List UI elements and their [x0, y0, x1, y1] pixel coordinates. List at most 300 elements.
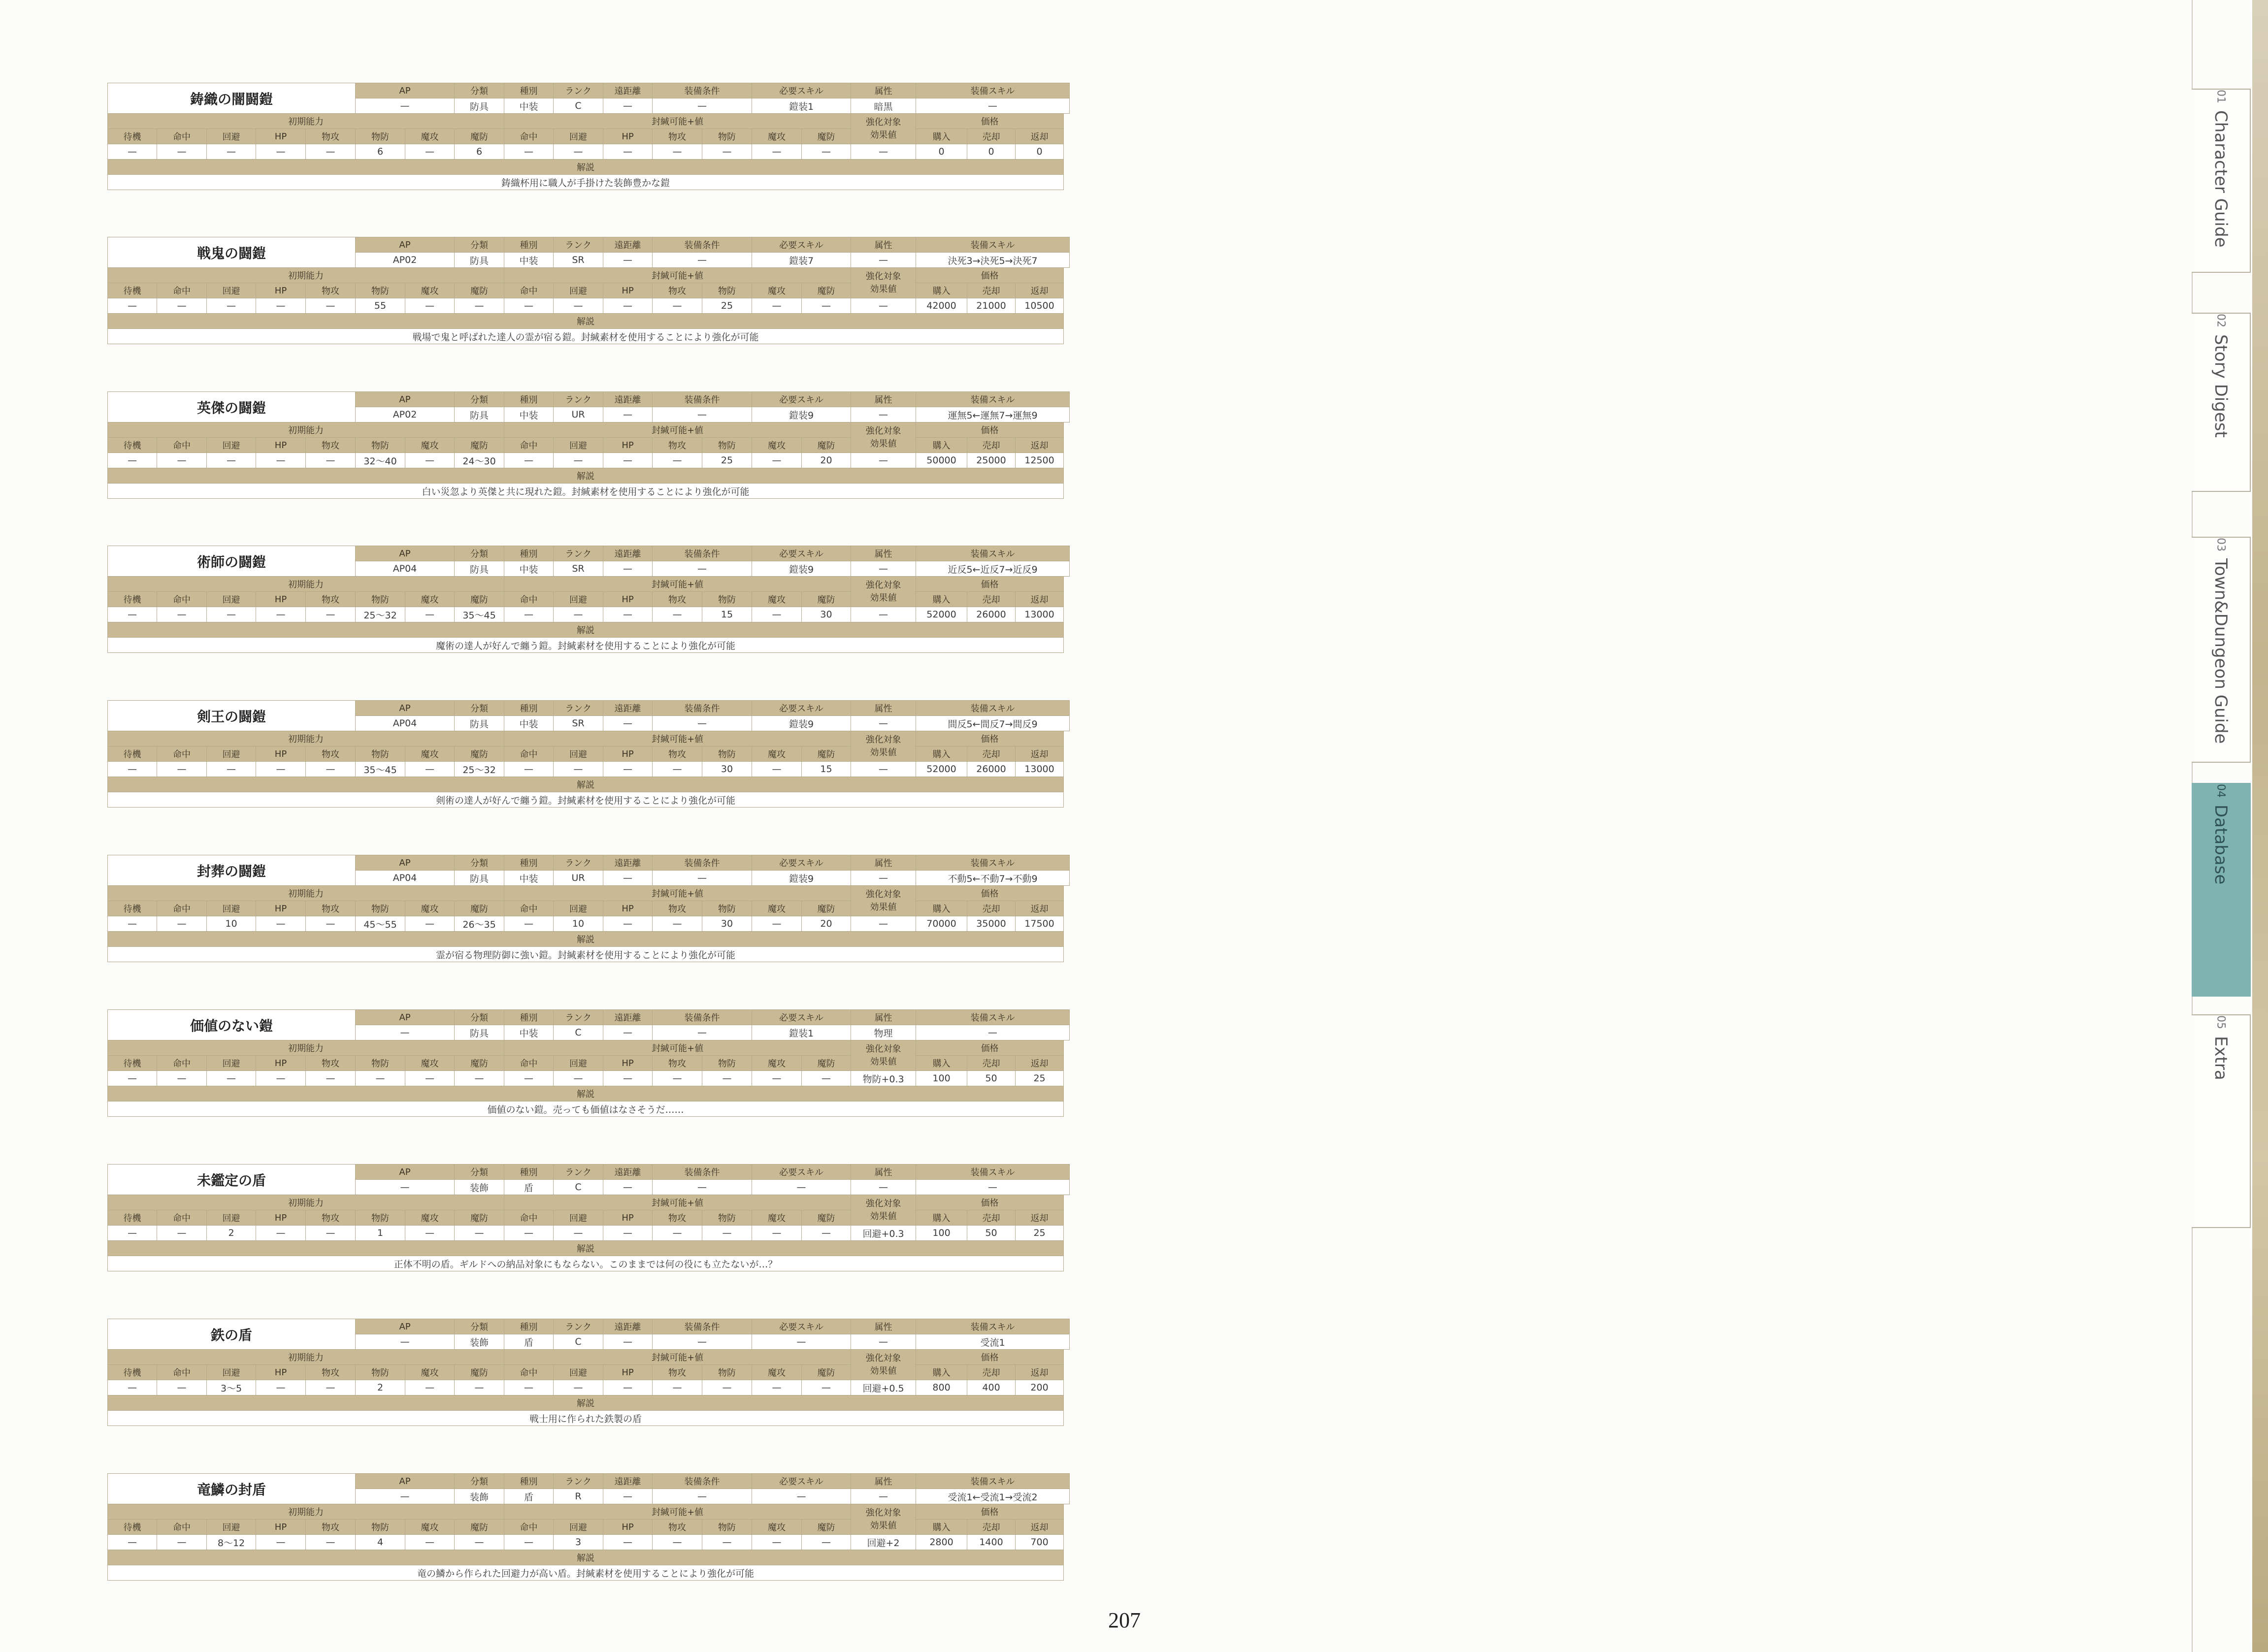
price-value: 10500 — [1016, 298, 1064, 314]
seal-value: — — [504, 1535, 554, 1550]
item-description: 戦士用に作られた鉄製の盾 — [108, 1411, 1064, 1426]
attribute-value: 防具 — [455, 253, 504, 268]
group-header: 初期能力 — [108, 1504, 504, 1520]
tab-character-guide[interactable] — [2192, 89, 2251, 273]
stat-value: 8～12 — [207, 1535, 256, 1550]
attribute-value: 物理 — [851, 1025, 916, 1040]
attribute-value: 鎧装1 — [752, 1025, 851, 1040]
price-col-header: 購入 — [916, 901, 967, 916]
attribute-value: — — [851, 1180, 916, 1195]
attribute-value: 中装 — [504, 253, 554, 268]
attribute-value: — — [653, 561, 752, 577]
stat-header: 物攻 — [306, 1056, 356, 1071]
price-col-header: 売却 — [967, 1210, 1016, 1226]
column-header: ランク — [554, 1010, 603, 1025]
stat-header: 回避 — [207, 283, 256, 298]
column-header: 必要スキル — [752, 546, 851, 561]
stat-header: 魔攻 — [752, 1365, 802, 1380]
stat-header: HP — [256, 901, 306, 916]
stat-value: — — [108, 144, 157, 160]
stat-header: 魔防 — [802, 592, 851, 607]
stat-header: 魔防 — [802, 1365, 851, 1380]
stat-header: 待機 — [108, 283, 157, 298]
column-header: 装備スキル — [916, 1319, 1070, 1334]
price-header: 価格 — [916, 1040, 1064, 1056]
equipment-entry — [107, 855, 1070, 963]
attribute-value: 暗黒 — [851, 98, 916, 114]
stat-header: 回避 — [554, 746, 603, 762]
group-header: 初期能力 — [108, 1040, 504, 1056]
stat-header: 魔攻 — [752, 592, 802, 607]
stat-value: — — [108, 916, 157, 932]
tab-label: Town&Dungeon Guide — [2211, 558, 2231, 744]
attribute-value: C — [554, 1180, 603, 1195]
seal-value: — — [554, 453, 603, 468]
stat-header: 待機 — [108, 592, 157, 607]
stat-header: HP — [256, 283, 306, 298]
price-value: 800 — [916, 1380, 967, 1395]
column-header: 装備スキル — [916, 1165, 1070, 1180]
attribute-value: — — [916, 98, 1070, 114]
attribute-value: AP04 — [356, 716, 455, 731]
stat-value: 6 — [356, 144, 405, 160]
stat-header: 物攻 — [653, 129, 702, 144]
stat-value: — — [256, 1226, 306, 1241]
stat-value: 25～32 — [356, 607, 405, 622]
stat-header: 物防 — [702, 129, 752, 144]
price-col-header: 購入 — [916, 283, 967, 298]
stat-value: 10 — [207, 916, 256, 932]
stat-header: 魔防 — [455, 1056, 504, 1071]
stat-header: 物防 — [356, 1520, 405, 1535]
column-header: 遠距離 — [603, 1010, 653, 1025]
attribute-value: 決死3→決死5→決死7 — [916, 253, 1070, 268]
stat-value: — — [306, 144, 356, 160]
seal-value: — — [702, 1071, 752, 1086]
stat-header: 待機 — [108, 901, 157, 916]
equipment-table — [107, 1009, 1070, 1117]
stat-header: 魔防 — [455, 129, 504, 144]
stat-header: 物防 — [702, 1210, 752, 1226]
seal-value: — — [653, 144, 702, 160]
stat-header: 命中 — [157, 438, 207, 453]
seal-value: — — [752, 144, 802, 160]
stat-value: — — [405, 1071, 455, 1086]
price-value: 12500 — [1016, 453, 1064, 468]
attribute-value: — — [603, 98, 653, 114]
stat-value: — — [157, 762, 207, 777]
price-col-header: 購入 — [916, 746, 967, 762]
stat-value: — — [157, 1380, 207, 1395]
stat-value: — — [306, 607, 356, 622]
stat-header: 魔防 — [455, 1520, 504, 1535]
price-col-header: 購入 — [916, 1520, 967, 1535]
attribute-value: 装飾 — [455, 1180, 504, 1195]
stat-header: 魔防 — [455, 746, 504, 762]
stat-value: — — [157, 453, 207, 468]
column-header: ランク — [554, 1319, 603, 1334]
stat-header: HP — [256, 592, 306, 607]
stat-header: 魔防 — [802, 901, 851, 916]
stat-value: — — [256, 762, 306, 777]
price-col-header: 返却 — [1016, 1365, 1064, 1380]
stat-value: — — [108, 1226, 157, 1241]
stat-header: 命中 — [504, 1056, 554, 1071]
equipment-table — [107, 700, 1070, 808]
column-header: AP — [356, 701, 455, 716]
attribute-value: — — [653, 98, 752, 114]
stat-header: HP — [603, 438, 653, 453]
stat-value: — — [455, 1226, 504, 1241]
stat-header: 魔攻 — [752, 1520, 802, 1535]
price-col-header: 売却 — [967, 438, 1016, 453]
stat-header: 命中 — [157, 1520, 207, 1535]
seal-value: — — [603, 144, 653, 160]
stat-header: 魔防 — [455, 283, 504, 298]
stat-header: 物防 — [356, 129, 405, 144]
price-value: 42000 — [916, 298, 967, 314]
item-description: 白い災忽より英傑と共に現れた鎧。封緘素材を使用することにより強化が可能 — [108, 484, 1064, 499]
price-col-header: 売却 — [967, 129, 1016, 144]
description-header: 解説 — [108, 777, 1064, 792]
seal-value: — — [752, 1071, 802, 1086]
stat-value: — — [256, 1071, 306, 1086]
column-header: 種別 — [504, 1165, 554, 1180]
stat-header: 待機 — [108, 129, 157, 144]
group-header: 封緘可能+値 — [504, 422, 851, 438]
column-header: 属性 — [851, 1319, 916, 1334]
group-header: 封緘可能+値 — [504, 577, 851, 592]
seal-value: — — [702, 1535, 752, 1550]
price-value: 52000 — [916, 762, 967, 777]
attribute-value: 鎧装9 — [752, 561, 851, 577]
attribute-value: 鎧装9 — [752, 716, 851, 731]
attribute-value: 中装 — [504, 871, 554, 886]
column-header: ランク — [554, 1474, 603, 1489]
column-header: 装備条件 — [653, 237, 752, 253]
attribute-value: 鎧装1 — [752, 98, 851, 114]
stat-header: HP — [256, 129, 306, 144]
attribute-value: — — [851, 716, 916, 731]
price-value: 26000 — [967, 607, 1016, 622]
price-value: 25 — [1016, 1226, 1064, 1241]
price-value: 0 — [967, 144, 1016, 160]
price-col-header: 返却 — [1016, 1056, 1064, 1071]
stat-value: — — [405, 144, 455, 160]
stat-header: 回避 — [207, 1056, 256, 1071]
seal-value: — — [752, 1380, 802, 1395]
price-col-header: 返却 — [1016, 1520, 1064, 1535]
attribute-value: 防具 — [455, 716, 504, 731]
item-name: 英傑の闘鎧 — [108, 392, 356, 422]
column-header: 属性 — [851, 701, 916, 716]
column-header: 装備スキル — [916, 546, 1070, 561]
stat-header: 命中 — [504, 438, 554, 453]
equipment-table — [107, 546, 1070, 653]
stat-header: 命中 — [504, 1365, 554, 1380]
stat-value: — — [157, 1226, 207, 1241]
attribute-value: 中装 — [504, 407, 554, 422]
enhance-header: 強化対象 効果値 — [851, 268, 916, 298]
column-header: 装備条件 — [653, 1010, 752, 1025]
column-header: AP — [356, 1319, 455, 1334]
seal-value: — — [702, 1380, 752, 1395]
enhance-value: — — [851, 607, 916, 622]
tab-extra[interactable] — [2192, 1014, 2251, 1228]
stat-header: 物攻 — [306, 129, 356, 144]
stat-header: 回避 — [554, 438, 603, 453]
attribute-value: — — [603, 1025, 653, 1040]
seal-value: — — [603, 607, 653, 622]
column-header: 種別 — [504, 1010, 554, 1025]
seal-value: — — [603, 1071, 653, 1086]
stat-header: HP — [603, 592, 653, 607]
attribute-value: — — [752, 1489, 851, 1504]
column-header: 装備条件 — [653, 701, 752, 716]
equipment-entry — [107, 1164, 1070, 1272]
seal-value: — — [653, 762, 702, 777]
column-header: 分類 — [455, 1165, 504, 1180]
stat-value: — — [405, 1380, 455, 1395]
column-header: 必要スキル — [752, 1165, 851, 1180]
stat-header: 物攻 — [653, 438, 702, 453]
stat-value: — — [306, 1226, 356, 1241]
attribute-value: — — [356, 1025, 455, 1040]
stat-header: 物攻 — [653, 746, 702, 762]
stat-value: — — [306, 453, 356, 468]
price-value: 1400 — [967, 1535, 1016, 1550]
stat-header: HP — [256, 1365, 306, 1380]
stat-value: — — [108, 453, 157, 468]
attribute-value: 防具 — [455, 1025, 504, 1040]
equipment-entry — [107, 546, 1070, 654]
attribute-value: 間反5←間反7→間反9 — [916, 716, 1070, 731]
edge-photo — [2252, 0, 2268, 1652]
tab-story-digest[interactable] — [2192, 313, 2251, 492]
attribute-value: 盾 — [504, 1334, 554, 1350]
description-header: 解説 — [108, 160, 1064, 175]
stat-header: 回避 — [207, 129, 256, 144]
seal-value: — — [504, 298, 554, 314]
attribute-value: — — [603, 1334, 653, 1350]
column-header: 必要スキル — [752, 1474, 851, 1489]
seal-value: — — [554, 607, 603, 622]
stat-header: HP — [603, 283, 653, 298]
column-header: AP — [356, 392, 455, 407]
column-header: 属性 — [851, 1010, 916, 1025]
stat-header: 命中 — [157, 129, 207, 144]
column-header: AP — [356, 237, 455, 253]
column-header: 装備条件 — [653, 392, 752, 407]
stat-header: 命中 — [157, 283, 207, 298]
attribute-value: 防具 — [455, 871, 504, 886]
stat-value: 4 — [356, 1535, 405, 1550]
stat-header: 待機 — [108, 1520, 157, 1535]
stat-header: 回避 — [554, 1520, 603, 1535]
stat-header: 魔攻 — [405, 592, 455, 607]
column-header: ランク — [554, 237, 603, 253]
stat-header: 命中 — [504, 1210, 554, 1226]
stat-value: — — [256, 916, 306, 932]
price-col-header: 購入 — [916, 129, 967, 144]
stat-header: 魔攻 — [405, 438, 455, 453]
enhance-value: — — [851, 453, 916, 468]
seal-value: — — [802, 1226, 851, 1241]
stat-value: — — [306, 1380, 356, 1395]
stat-header: 物攻 — [306, 746, 356, 762]
equipment-table — [107, 391, 1070, 499]
item-name: 竜鱗の封盾 — [108, 1474, 356, 1504]
column-header: 遠距離 — [603, 546, 653, 561]
price-value: 13000 — [1016, 762, 1064, 777]
equipment-entry — [107, 1009, 1070, 1118]
stat-header: 物攻 — [306, 438, 356, 453]
group-header: 初期能力 — [108, 1195, 504, 1210]
stat-header: 物防 — [356, 283, 405, 298]
seal-value: — — [554, 762, 603, 777]
seal-value: — — [603, 1535, 653, 1550]
stat-value: — — [207, 762, 256, 777]
column-header: 遠距離 — [603, 1319, 653, 1334]
stat-header: 回避 — [207, 592, 256, 607]
stat-header: 物攻 — [306, 283, 356, 298]
attribute-value: — — [603, 253, 653, 268]
column-header: ランク — [554, 546, 603, 561]
attribute-value: — — [653, 1489, 752, 1504]
tab-town-dungeon-guide[interactable] — [2192, 537, 2251, 763]
stat-header: 物防 — [356, 746, 405, 762]
price-value: 100 — [916, 1226, 967, 1241]
enhance-value: 回避+0.3 — [851, 1226, 916, 1241]
attribute-value: — — [603, 561, 653, 577]
attribute-value: — — [356, 1180, 455, 1195]
stat-header: 命中 — [157, 901, 207, 916]
stat-header: 魔防 — [802, 438, 851, 453]
description-header: 解説 — [108, 1395, 1064, 1411]
column-header: ランク — [554, 701, 603, 716]
stat-header: 物防 — [702, 901, 752, 916]
tab-number: 04 — [2214, 784, 2227, 798]
column-header: 装備スキル — [916, 701, 1070, 716]
stat-header: 物攻 — [306, 1520, 356, 1535]
stat-value: — — [256, 607, 306, 622]
column-header: 分類 — [455, 1319, 504, 1334]
seal-value: 20 — [802, 453, 851, 468]
seal-value: — — [554, 1071, 603, 1086]
price-col-header: 売却 — [967, 592, 1016, 607]
stat-value: 26～35 — [455, 916, 504, 932]
stat-value: — — [108, 607, 157, 622]
enhance-header: 強化対象 効果値 — [851, 1504, 916, 1535]
column-header: ランク — [554, 392, 603, 407]
price-col-header: 売却 — [967, 901, 1016, 916]
equipment-table — [107, 1473, 1070, 1581]
stat-value: — — [455, 1535, 504, 1550]
price-value: 70000 — [916, 916, 967, 932]
column-header: AP — [356, 855, 455, 871]
group-header: 封緘可能+値 — [504, 268, 851, 283]
stat-value: — — [157, 144, 207, 160]
item-description: 霊が宿る物理防御に強い鎧。封緘素材を使用することにより強化が可能 — [108, 947, 1064, 962]
stat-header: 回避 — [554, 1056, 603, 1071]
attribute-value: — — [916, 1180, 1070, 1195]
column-header: 必要スキル — [752, 701, 851, 716]
stat-header: 魔防 — [455, 901, 504, 916]
stat-header: 物防 — [702, 283, 752, 298]
stat-header: 回避 — [554, 283, 603, 298]
column-header: 必要スキル — [752, 392, 851, 407]
stat-header: 魔攻 — [752, 901, 802, 916]
stat-header: 待機 — [108, 1210, 157, 1226]
seal-value: — — [603, 1226, 653, 1241]
stat-header: 魔防 — [802, 746, 851, 762]
attribute-value: — — [752, 1180, 851, 1195]
stat-value: — — [157, 1535, 207, 1550]
column-header: 必要スキル — [752, 237, 851, 253]
attribute-value: AP04 — [356, 871, 455, 886]
stat-value: — — [306, 1535, 356, 1550]
stat-header: HP — [603, 1520, 653, 1535]
column-header: 遠距離 — [603, 237, 653, 253]
price-value: 13000 — [1016, 607, 1064, 622]
price-value: 400 — [967, 1380, 1016, 1395]
column-header: 種別 — [504, 83, 554, 98]
attribute-value: — — [653, 1180, 752, 1195]
stat-value: — — [356, 1071, 405, 1086]
tab-database[interactable] — [2192, 783, 2251, 997]
price-col-header: 購入 — [916, 1365, 967, 1380]
column-header: 必要スキル — [752, 855, 851, 871]
attribute-value: — — [603, 871, 653, 886]
description-header: 解説 — [108, 932, 1064, 947]
stat-value: 35～45 — [455, 607, 504, 622]
enhance-value: — — [851, 762, 916, 777]
stat-value: — — [455, 298, 504, 314]
stat-header: 命中 — [504, 1520, 554, 1535]
attribute-value: 近反5←近反7→近反9 — [916, 561, 1070, 577]
stat-header: 物攻 — [653, 1210, 702, 1226]
attribute-value: AP02 — [356, 407, 455, 422]
attribute-value: 受流1 — [916, 1334, 1070, 1350]
enhance-header: 強化対象 効果値 — [851, 577, 916, 607]
seal-value: 25 — [702, 298, 752, 314]
price-col-header: 売却 — [967, 1365, 1016, 1380]
price-col-header: 返却 — [1016, 438, 1064, 453]
stat-header: 魔攻 — [752, 438, 802, 453]
seal-value: — — [504, 1071, 554, 1086]
stat-header: 命中 — [157, 1056, 207, 1071]
seal-value: — — [702, 144, 752, 160]
price-value: 50000 — [916, 453, 967, 468]
stat-header: 待機 — [108, 1056, 157, 1071]
attribute-value: AP02 — [356, 253, 455, 268]
stat-header: HP — [256, 1520, 306, 1535]
column-header: AP — [356, 546, 455, 561]
stat-header: HP — [256, 746, 306, 762]
tab-number: 02 — [2214, 314, 2227, 327]
enhance-header: 強化対象 効果値 — [851, 422, 916, 453]
index-tabs — [1086, 0, 2231, 1652]
attribute-value: R — [554, 1489, 603, 1504]
column-header: AP — [356, 1474, 455, 1489]
column-header: 分類 — [455, 1010, 504, 1025]
stat-header: 物攻 — [306, 1210, 356, 1226]
tab-number: 05 — [2214, 1015, 2227, 1029]
seal-value: — — [554, 144, 603, 160]
stat-header: 回避 — [554, 1365, 603, 1380]
price-value: 700 — [1016, 1535, 1064, 1550]
price-header: 価格 — [916, 577, 1064, 592]
